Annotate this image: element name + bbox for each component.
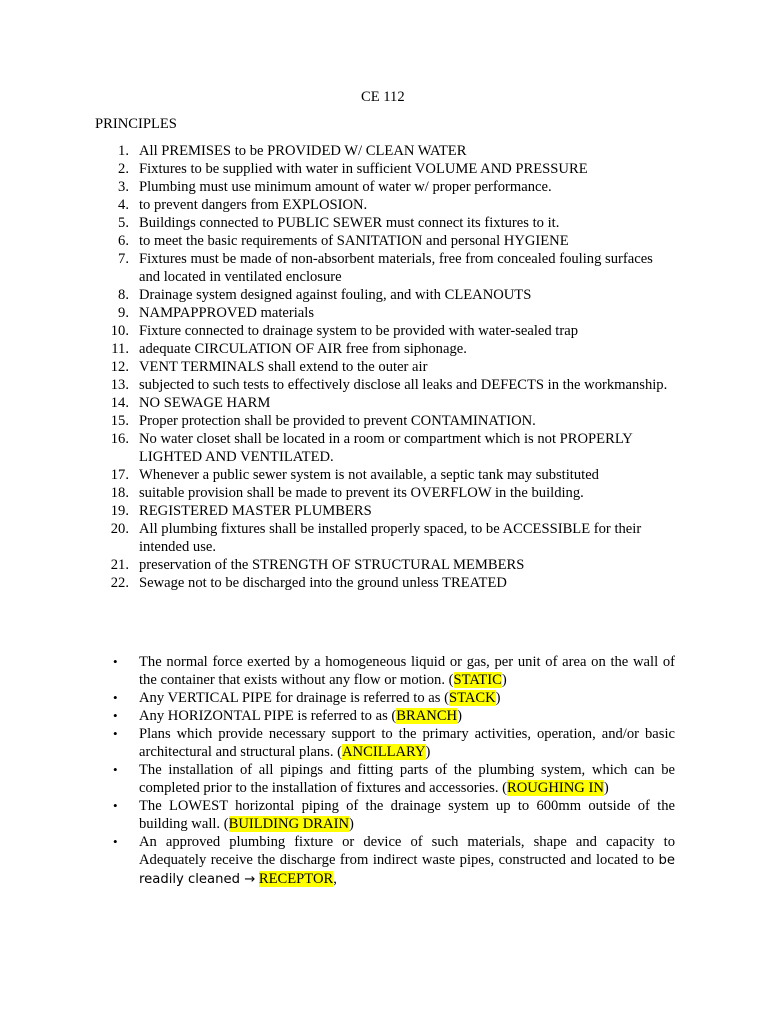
highlighted-term: BUILDING DRAIN [228,816,349,832]
principle-number: 4 . [106,196,129,214]
principle-item [0,574,669,592]
definition-text: The LOWEST horizontal piping of the drainage system up to 600mm outside of the building wall. ( [139,798,675,832]
definition-text: An approved plumbing fixture or device of such materials, shape and capacity to Adequately receive the discharge from indirect waste pipes, constructed and located to [139,834,675,868]
definition-text-end: ) [603,780,609,796]
principle-item [0,556,669,574]
principle-text: Fixtures to be supplied with water in sufficient VOLUME AND PRESSURE [139,161,588,177]
principles-list [0,142,768,592]
section-heading: PRINCIPLES [95,116,177,132]
principle-text: Drainage system designed against fouling, and with CLEANOUTS [139,287,532,303]
principle-item [0,376,669,394]
principle-number: 3 . [106,178,129,196]
principle-number: 1 . [106,142,129,160]
highlighted-term: STACK [448,690,496,706]
definition-text: Plans which provide necessary support to the primary activities, operation, and/or basic architectural and structural plans. ( [139,726,675,760]
principle-item [0,214,669,232]
principle-text: Whenever a public sewer system is not available, a septic tank may substituted [139,467,599,483]
principle-number: 20 . [100,520,129,538]
definition-item [0,725,675,761]
principle-text: subjected to such tests to effectively disclose all leaks and DEFECTS in the workmanship. [139,377,668,393]
principle-text: No water closet shall be located in a room or compartment which is not PROPERLY LIGHTED AND VENTILATED. [139,431,633,465]
principle-item [0,250,669,286]
definition-item [0,707,675,725]
definition-text: The installation of all pipings and fitting parts of the plumbing system, which can be completed prior to the installation of fixtures and accessories. ( [139,762,675,796]
principle-number: 13 . [100,376,129,394]
principle-text: All plumbing fixtures shall be installed properly spaced, to be ACCESSIBLE for their intended use. [139,521,642,555]
principle-item [0,502,669,520]
principle-text: Buildings connected to PUBLIC SEWER must connect its fixtures to it. [139,215,560,231]
definition-text-end: ) [425,744,431,760]
principle-item [0,394,669,412]
arrow-text: be readily cleaned → [139,853,675,887]
definition-text-end: , [333,871,337,887]
principle-number: 6 . [106,232,129,250]
principle-number: 7 . [106,250,129,268]
principle-number: 9 . [106,304,129,322]
principle-number: 12 . [100,358,129,376]
principle-number: 11 . [100,340,129,358]
bullet-icon: • [113,834,118,849]
definitions-list [0,653,768,889]
highlighted-term: BRANCH [396,708,458,724]
principle-item [0,160,669,178]
principle-number: 2 . [106,160,129,178]
principle-text: suitable provision shall be made to prevent its OVERFLOW in the building. [139,485,584,501]
principle-item [0,430,669,466]
principle-number: 22 . [100,574,129,592]
definition-item [0,761,675,797]
principle-text: adequate CIRCULATION OF AIR free from siphonage. [139,341,467,357]
principle-text: REGISTERED MASTER PLUMBERS [139,503,372,519]
principle-number: 17 . [100,466,129,484]
principle-number: 19 . [100,502,129,520]
principle-text: Plumbing must use minimum amount of water w/ proper performance. [139,179,552,195]
principle-item [0,142,669,160]
principle-text: Fixtures must be made of non-absorbent materials, free from concealed fouling surfaces and located in ventilated enclosure [139,251,653,285]
principle-item [0,358,669,376]
principle-item [0,196,669,214]
principle-number: 8 . [106,286,129,304]
principle-text: VENT TERMINALS shall extend to the outer air [139,359,428,375]
definition-item [0,833,675,889]
principle-text: NAMPAPPROVED materials [139,305,315,321]
principle-item [0,412,669,430]
course-title: CE 112 [361,89,405,105]
principle-text: Proper protection shall be provided to prevent CONTAMINATION. [139,413,536,429]
principle-item [0,520,669,556]
principle-number: 5 . [106,214,129,232]
principle-item [0,304,669,322]
principle-item [0,322,669,340]
highlighted-term: ROUGHING IN [506,780,604,796]
principle-item [0,178,669,196]
principle-item [0,232,669,250]
definition-text-end: ) [348,816,354,832]
principle-text: preservation of the STRENGTH OF STRUCTURAL MEMBERS [139,557,525,573]
bullet-icon: • [113,726,118,741]
definition-text: The normal force exerted by a homogeneous liquid or gas, per unit of area on the wall of the container that exists without any flow or motion. ( [139,654,675,688]
bullet-icon: • [113,654,118,669]
bullet-icon: • [113,798,118,813]
principle-item [0,286,669,304]
principle-number: 21 . [100,556,129,574]
bullet-icon: • [113,762,118,777]
principle-text: Sewage not to be discharged into the ground unless TREATED [139,575,507,591]
principle-number: 10 . [100,322,129,340]
principle-number: 14 . [100,394,129,412]
definition-text-end: ) [495,690,501,706]
definition-text-end: ) [501,672,507,688]
principle-item [0,484,669,502]
principle-text: NO SEWAGE HARM [139,395,271,411]
principle-number: 15 . [100,412,129,430]
bullet-icon: • [113,708,118,723]
definition-item [0,689,675,707]
definition-text: Any HORIZONTAL PIPE is referred to as ( [139,708,397,724]
highlighted-term: ANCILLARY [342,744,426,760]
principle-text: Fixture connected to drainage system to be provided with water-sealed trap [139,323,578,339]
definition-text: Any VERTICAL PIPE for drainage is referred to as ( [139,690,449,706]
principle-number: 18 . [100,484,129,502]
principle-item [0,340,669,358]
principle-number: 16 . [100,430,129,448]
highlighted-term: STATIC [453,672,502,688]
definition-item [0,653,675,689]
definition-item [0,797,675,833]
bullet-icon: • [113,690,118,705]
principle-text: to prevent dangers from EXPLOSION. [139,197,368,213]
principle-text: All PREMISES to be PROVIDED W/ CLEAN WATER [139,143,467,159]
principle-item [0,466,669,484]
highlighted-term: RECEPTOR [258,871,334,887]
definition-text-end: ) [457,708,462,724]
principle-text: to meet the basic requirements of SANITATION and personal HYGIENE [139,233,569,249]
